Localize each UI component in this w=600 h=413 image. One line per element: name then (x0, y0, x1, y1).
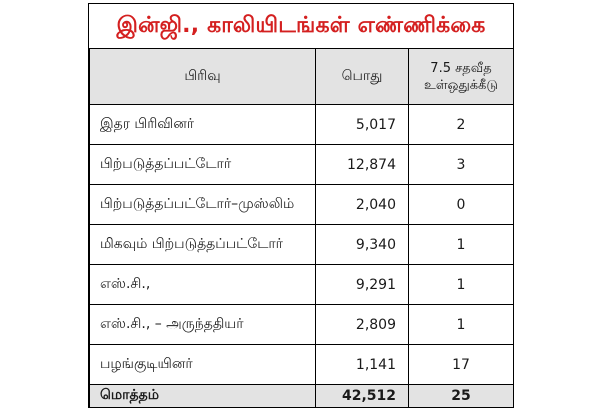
row-category: பழங்குடியினர் (90, 345, 316, 385)
table-row (90, 185, 514, 225)
row-general: 9,340 (316, 225, 409, 265)
row-category: இதர பிரிவினர் (90, 105, 316, 145)
total-label: மொத்தம் (90, 385, 316, 408)
table-row (90, 145, 514, 185)
table-row (90, 225, 514, 265)
table-title: இன்ஜி., காலியிடங்கள் எண்ணிக்கை (116, 13, 486, 38)
row-quota: 1 (409, 265, 514, 305)
table-row (90, 345, 514, 385)
row-quota: 1 (409, 225, 514, 265)
total-general: 42,512 (316, 385, 409, 408)
row-category: பிற்படுத்தப்பட்டோர்–முஸ்லிம் (90, 185, 316, 225)
vacancy-table (89, 48, 514, 408)
row-category: எஸ்.சி., – அருந்ததியர் (90, 305, 316, 345)
row-quota: 3 (409, 145, 514, 185)
header-quota (409, 49, 514, 105)
table-row (90, 105, 514, 145)
row-quota: 17 (409, 345, 514, 385)
row-category: மிகவும் பிற்படுத்தப்பட்டோர் (90, 225, 316, 265)
row-general: 12,874 (316, 145, 409, 185)
row-general: 5,017 (316, 105, 409, 145)
row-quota: 0 (409, 185, 514, 225)
row-general: 1,141 (316, 345, 409, 385)
header-quota-line1: 7.5 சதவீத (430, 60, 492, 76)
row-quota: 1 (409, 305, 514, 345)
total-quota: 25 (409, 385, 514, 408)
header-row (90, 49, 514, 105)
total-row (90, 385, 514, 408)
table-row (90, 265, 514, 305)
header-quota-line2: உள்ஒதுக்கீடு (424, 77, 498, 93)
header-category: பிரிவு (90, 49, 316, 105)
row-general: 2,040 (316, 185, 409, 225)
row-general: 9,291 (316, 265, 409, 305)
row-category: பிற்படுத்தப்பட்டோர் (90, 145, 316, 185)
table-row (90, 305, 514, 345)
row-quota: 2 (409, 105, 514, 145)
vacancy-table-card (88, 3, 514, 408)
row-general: 2,809 (316, 305, 409, 345)
header-general: பொது (316, 49, 409, 105)
row-category: எஸ்.சி., (90, 265, 316, 305)
